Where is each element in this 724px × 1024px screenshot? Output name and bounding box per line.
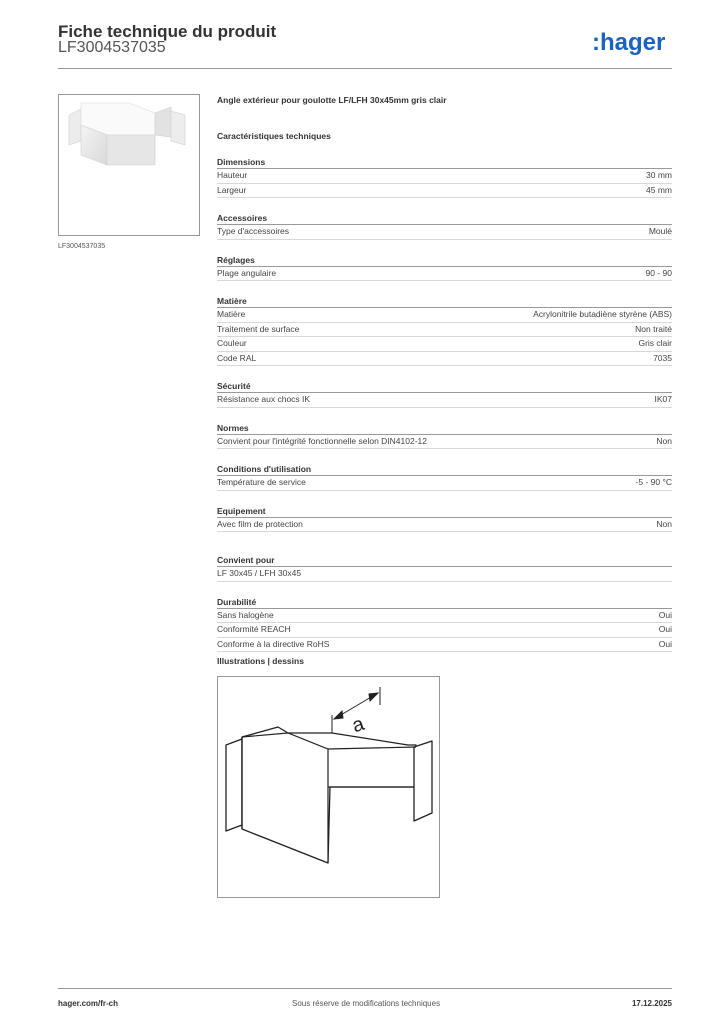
spec-label: Traitement de surface: [217, 323, 300, 334]
product-title: Angle extérieur pour goulotte LF/LFH 30x45mm gris clair: [217, 95, 447, 105]
page-title: Fiche technique du produit: [58, 22, 277, 41]
section-title: Conditions d'utilisation: [217, 463, 672, 476]
spec-row: [217, 435, 672, 450]
spec-row: [217, 225, 672, 240]
spec-row: [217, 184, 672, 199]
spec-row: [217, 352, 672, 367]
spec-label: Largeur: [217, 184, 247, 195]
spec-content: [217, 94, 672, 652]
spec-section: [217, 596, 672, 653]
spec-value: 30 mm: [646, 170, 672, 180]
spec-value: 90 - 90: [645, 267, 672, 278]
svg-text::hager: :hager: [592, 29, 666, 56]
spec-label: Avec film de protection: [217, 518, 303, 529]
spec-section: [217, 463, 672, 491]
section-title: Sécurité: [217, 380, 672, 393]
spec-row: [217, 518, 672, 533]
spec-section: [217, 295, 672, 366]
spec-value: -5 - 90 °C: [635, 477, 672, 487]
spec-label: Conformité REACH: [217, 624, 291, 634]
spec-section: [217, 380, 672, 408]
spec-label: LF 30x45 / LFH 30x45: [217, 568, 302, 578]
spec-row: [217, 267, 672, 282]
spec-row: [217, 638, 672, 653]
spec-section: [217, 156, 672, 198]
spec-row: [217, 323, 672, 338]
section-title: Convient pour: [217, 554, 672, 567]
spec-value: 7035: [653, 352, 672, 363]
section-title: Dimensions: [217, 156, 672, 169]
spec-label: Résistance aux chocs IK: [217, 394, 311, 404]
spec-value: Oui: [658, 609, 672, 620]
spec-label: Conforme à la directive RoHS: [217, 638, 330, 649]
spec-label: Plage angulaire: [217, 267, 277, 278]
spec-value: Oui: [658, 638, 672, 649]
section-title: Normes: [217, 422, 672, 435]
section-title: Réglages: [217, 254, 672, 267]
section-title: Equipement: [217, 505, 672, 518]
illustration-drawing: [217, 676, 440, 898]
spec-row: [217, 169, 672, 184]
spec-row: [217, 623, 672, 638]
spec-row: [217, 337, 672, 352]
spec-section: [217, 554, 672, 582]
spec-value: 45 mm: [646, 184, 672, 195]
spec-label: Code RAL: [217, 352, 257, 363]
thumbnail-caption: LF3004537035: [58, 243, 106, 250]
section-title: Durabilité: [217, 596, 672, 609]
illustrations-heading: Illustrations | dessins: [217, 656, 304, 666]
spec-label: Hauteur: [217, 170, 248, 180]
spec-value: Moulé: [648, 226, 672, 236]
section-title: Matière: [217, 295, 672, 308]
footer-disclaimer: Sous réserve de modifications techniques: [292, 999, 441, 1008]
spec-label: Sans halogène: [217, 609, 274, 620]
spec-value: Non: [656, 518, 672, 529]
spec-label: Température de service: [217, 477, 306, 487]
footer-divider: [58, 988, 672, 989]
spec-row: [217, 393, 672, 408]
product-reference: LF3004537035: [58, 39, 166, 56]
spec-value: Non: [656, 435, 672, 446]
section-title: Accessoires: [217, 212, 672, 225]
hager-logo: [592, 29, 678, 57]
footer-date: 17.12.2025: [631, 999, 672, 1008]
spec-value: Non traité: [635, 323, 672, 334]
spec-label: Matière: [217, 309, 246, 319]
spec-value: IK07: [654, 394, 672, 404]
svg-text:a: a: [349, 712, 367, 738]
footer-website-link[interactable]: hager.com/fr-ch: [58, 999, 119, 1008]
spec-value: Oui: [658, 624, 672, 634]
spec-value: Acrylonitrile butadiène styrène (ABS): [533, 309, 672, 319]
spec-sections: [217, 156, 672, 652]
spec-label: Type d'accessoires: [217, 226, 290, 236]
product-photo-icon: [59, 95, 199, 235]
spec-section: [217, 212, 672, 240]
spec-row: [217, 609, 672, 624]
spec-row: [217, 308, 672, 323]
header-divider: [58, 68, 672, 69]
spec-section: [217, 505, 672, 533]
tech-heading: Caractéristiques techniques: [217, 131, 331, 141]
spec-label: Couleur: [217, 338, 247, 348]
spec-row: [217, 476, 672, 491]
spec-row: [217, 567, 672, 582]
spec-section: [217, 422, 672, 450]
spec-section: [217, 254, 672, 282]
product-thumbnail: [58, 94, 200, 236]
corner-drawing-icon: [218, 677, 439, 897]
spec-label: Convient pour l'intégrité fonctionnelle selon DIN4102-12: [217, 435, 428, 446]
spec-value: Gris clair: [638, 338, 672, 348]
